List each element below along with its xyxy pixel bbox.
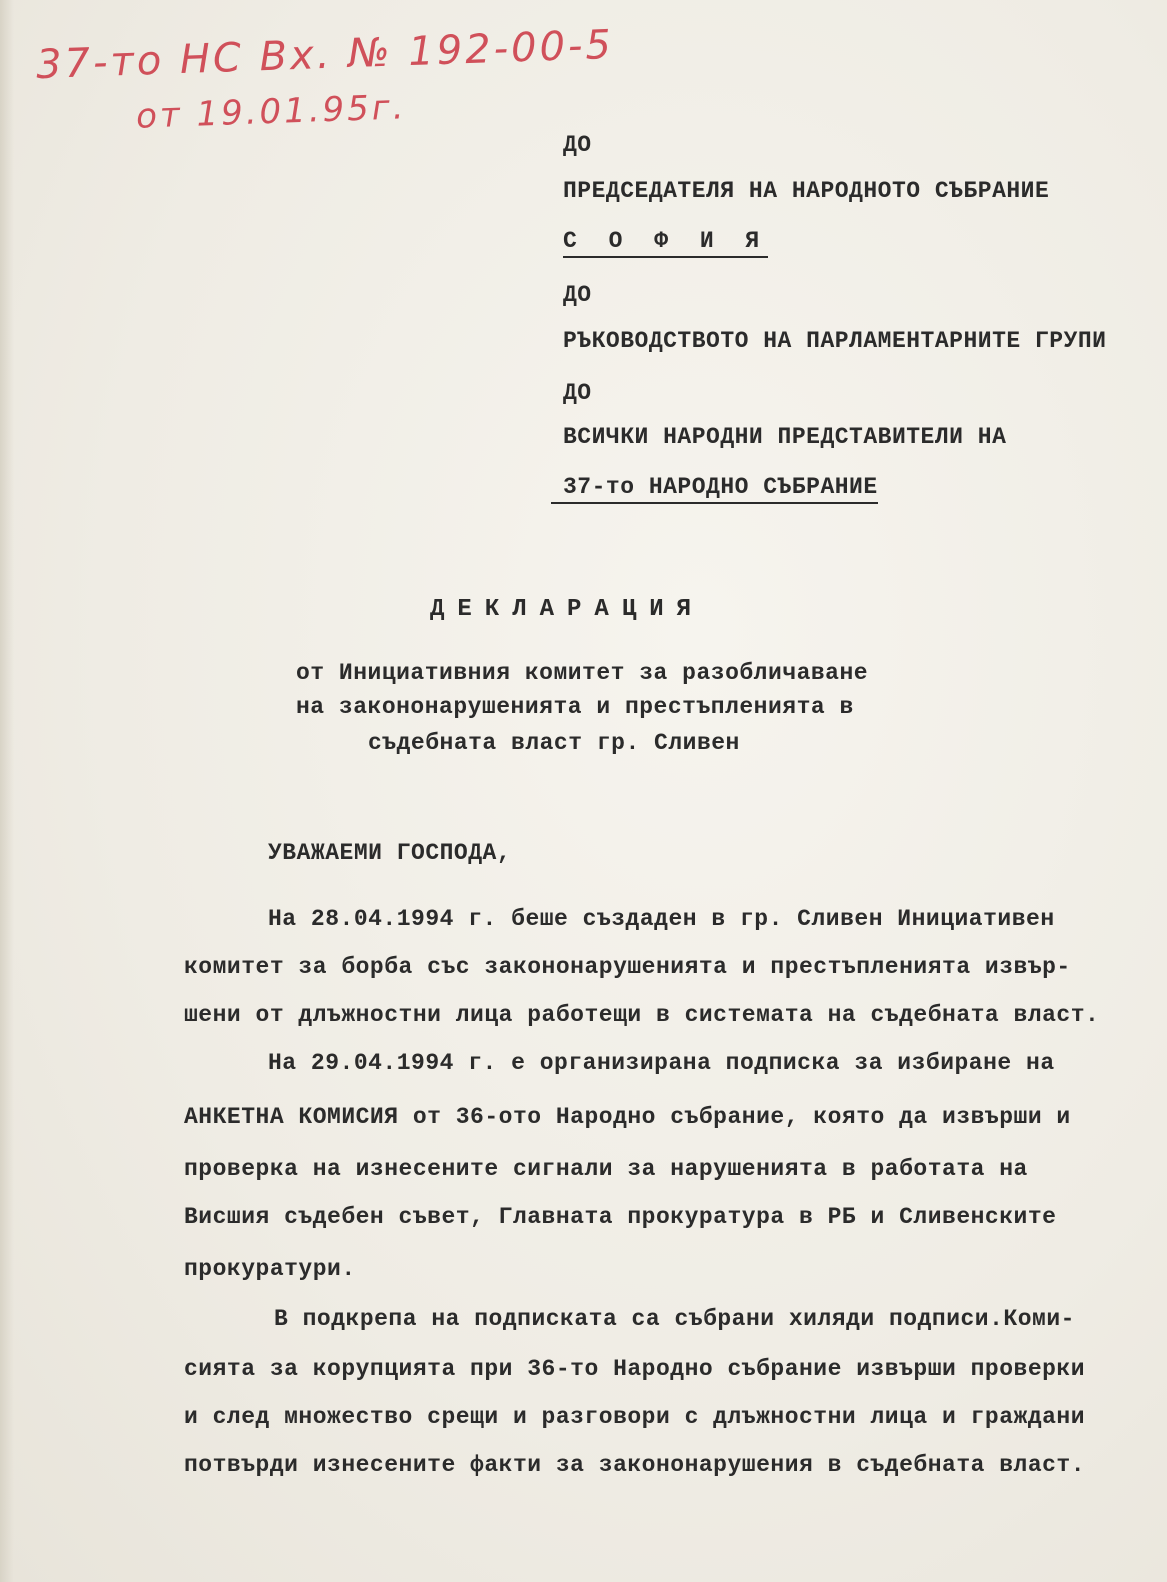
registration-annotation-line2: от 19.01.95г. [135, 87, 408, 137]
subtitle-line-1: от Инициативния комитет за разобличаване [296, 660, 869, 686]
body-line: АНКЕТНА КОМИСИЯ от 36-ото Народно събрание, която да извърши и [184, 1104, 1071, 1130]
body-line: и след множество срещи и разговори с длъжностни лица и граждани [184, 1404, 1086, 1430]
recipient-representatives: ВСИЧКИ НАРОДНИ ПРЕДСТАВИТЕЛИ НА [563, 424, 1007, 450]
to-label-3: ДО [563, 380, 592, 406]
recipient-city: С О Ф И Я [563, 228, 768, 258]
to-label-1: ДО [563, 132, 592, 158]
body-line: шени от длъжностни лица работещи в системата на съдебната власт. [184, 1002, 1100, 1028]
body-line: комитет за борба със закононарушенията и престъпленията извър- [184, 954, 1071, 980]
body-line: сията за корупцията при 36-то Народно събрание извърши проверки [184, 1356, 1086, 1382]
body-line: На 29.04.1994 г. е организирана подписка за избиране на [268, 1050, 1055, 1076]
recipient-assembly: 37-то НАРОДНО СЪБРАНИЕ [551, 474, 878, 504]
body-line: потвърди изнесените факти за закононарушения в съдебната власт. [184, 1452, 1086, 1478]
registration-annotation-line1: 37-то НС Вх. № 192-00-5 [35, 21, 615, 89]
body-line: На 28.04.1994 г. беше създаден в гр. Сливен Инициативен [268, 906, 1055, 932]
to-label-2: ДО [563, 282, 592, 308]
subtitle-line-2: на закононарушенията и престъпленията в [296, 694, 854, 720]
recipient-parliamentary-groups: РЪКОВОДСТВОТО НА ПАРЛАМЕНТАРНИТЕ ГРУПИ [563, 328, 1107, 354]
paper-edge-shadow [0, 0, 14, 1582]
subtitle-line-3: съдебната власт гр. Сливен [368, 730, 740, 756]
recipient-chairman: ПРЕДСЕДАТЕЛЯ НА НАРОДНОТО СЪБРАНИЕ [563, 178, 1050, 204]
body-line: В подкрепа на подписката са събрани хиляди подписи.Коми- [274, 1306, 1075, 1332]
body-line: Висшия съдебен съвет, Главната прокуратура в РБ и Сливенските [184, 1204, 1057, 1230]
document-title: ДЕКЛАРАЦИЯ [430, 596, 705, 623]
body-line: проверка на изнесените сигнали за нарушенията в работата на [184, 1156, 1028, 1182]
salutation: УВАЖАЕМИ ГОСПОДА, [268, 840, 512, 866]
body-line: прокуратури. [184, 1256, 356, 1282]
